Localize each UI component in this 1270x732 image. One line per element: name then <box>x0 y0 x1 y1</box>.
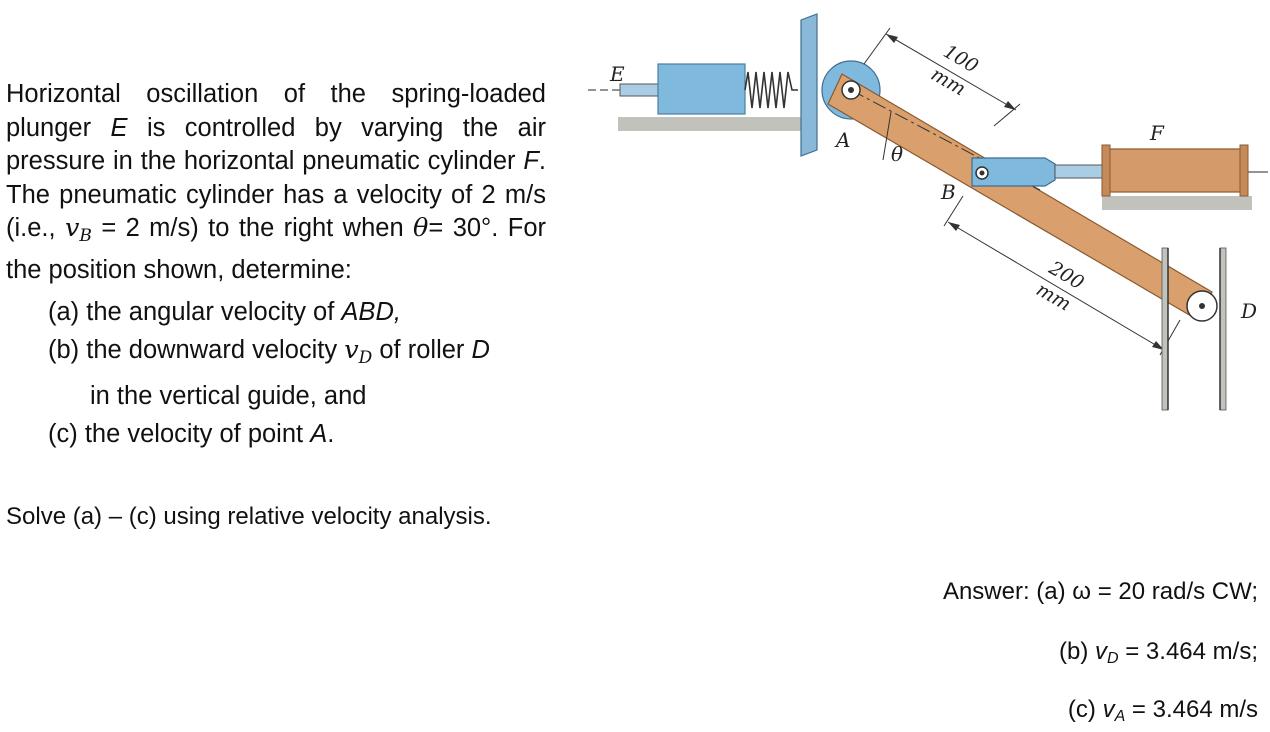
ground-left <box>618 117 813 131</box>
part-b <box>48 331 546 377</box>
problem-statement <box>6 78 546 453</box>
question-parts <box>6 293 546 453</box>
intro-text-1: Horizontal oscillation of the spring-loaded plunger <box>6 80 546 142</box>
ground-right <box>1102 196 1252 210</box>
plunger-e-body <box>658 64 745 114</box>
cylinder-f-cap-right <box>1240 145 1248 196</box>
label-e: E <box>610 62 625 86</box>
dim-200-unit: mm <box>1032 278 1075 316</box>
label-b: B <box>941 180 956 204</box>
answer-b-prefix: (b) <box>1059 638 1089 665</box>
dim-100-value: 100 <box>939 40 983 78</box>
answer-b-sub: D <box>1107 650 1119 667</box>
roller-d-center <box>1199 303 1205 309</box>
answer-c-value: = 3.464 m/s <box>1131 696 1258 723</box>
dim-100-extension-a <box>864 28 890 64</box>
part-b-text-2: of roller <box>379 336 465 364</box>
cylinder-f-cap-left <box>1102 145 1110 196</box>
answer-b-var: v <box>1095 638 1108 665</box>
answer-c-sub: A <box>1114 708 1126 725</box>
pin-a-center <box>848 87 854 93</box>
plunger-rod <box>620 84 660 96</box>
part-c-text: (c) the velocity of point <box>48 420 304 448</box>
part-c <box>48 415 546 453</box>
label-f: F <box>1150 121 1164 145</box>
label-theta: θ <box>891 142 904 166</box>
answer-c-prefix: (c) <box>1067 696 1096 723</box>
part-b-vsub: D <box>358 348 373 368</box>
answer-c-var: v <box>1102 696 1115 723</box>
label-d: D <box>1241 299 1258 323</box>
piston-rod-f <box>1055 165 1105 178</box>
answer-b <box>1059 638 1258 668</box>
intro-text-3: . The pneumatic cylinder has a velocity of 2 m/s (i.e., <box>6 147 546 242</box>
part-a <box>48 293 546 331</box>
answer-b-value: = 3.464 m/s; <box>1125 638 1258 665</box>
spring-icon <box>745 72 798 108</box>
cylinder-f-body <box>1105 149 1245 192</box>
pin-b-center <box>980 171 985 176</box>
part-a-text: (a) the angular velocity of <box>48 298 335 326</box>
cylinder-label: F <box>523 147 539 175</box>
part-c-period: . <box>327 420 335 448</box>
guide-d-left <box>1162 248 1168 410</box>
plunger-label: E <box>110 113 128 142</box>
intro-text-5: = 30°. For the position shown, determine: <box>6 214 546 284</box>
solve-instruction: Solve (a) – (c) using relative velocity analysis. <box>6 503 492 530</box>
answer-c <box>1068 696 1258 726</box>
part-b-roller: D <box>471 336 490 364</box>
answer-a <box>943 578 1258 606</box>
guide-d-right <box>1220 248 1226 410</box>
part-b-text: (b) the downward velocity <box>48 336 338 364</box>
theta-symbol: θ <box>413 213 429 243</box>
dim-100-arrow-end <box>1004 101 1016 110</box>
part-c-point: A <box>310 420 328 448</box>
intro-text-4: = 2 m/s) to the right when <box>101 214 404 242</box>
intro-text-2: is controlled by varying the air pressure in the horizontal pneumatic cylinder <box>6 113 547 175</box>
label-a: A <box>836 128 851 152</box>
dim-200-value: 200 <box>1045 257 1088 295</box>
dim-200-arrow-start <box>948 222 960 231</box>
part-b-continued <box>48 377 546 415</box>
velocity-symbol: v <box>65 213 80 243</box>
wall-plate <box>801 14 817 156</box>
velocity-subscript: B <box>79 226 92 246</box>
dim-100-unit: mm <box>927 63 970 101</box>
mechanism-diagram <box>580 0 1270 450</box>
problem-intro <box>6 78 546 287</box>
answer-a-text: Answer: (a) ω = 20 rad/s CW; <box>942 578 1258 605</box>
part-b-vsym: v <box>344 335 359 365</box>
dim-100-arrow-start <box>886 34 898 43</box>
part-a-link: ABD, <box>341 298 401 326</box>
part-b-text-3: in the vertical guide, and <box>90 382 367 410</box>
